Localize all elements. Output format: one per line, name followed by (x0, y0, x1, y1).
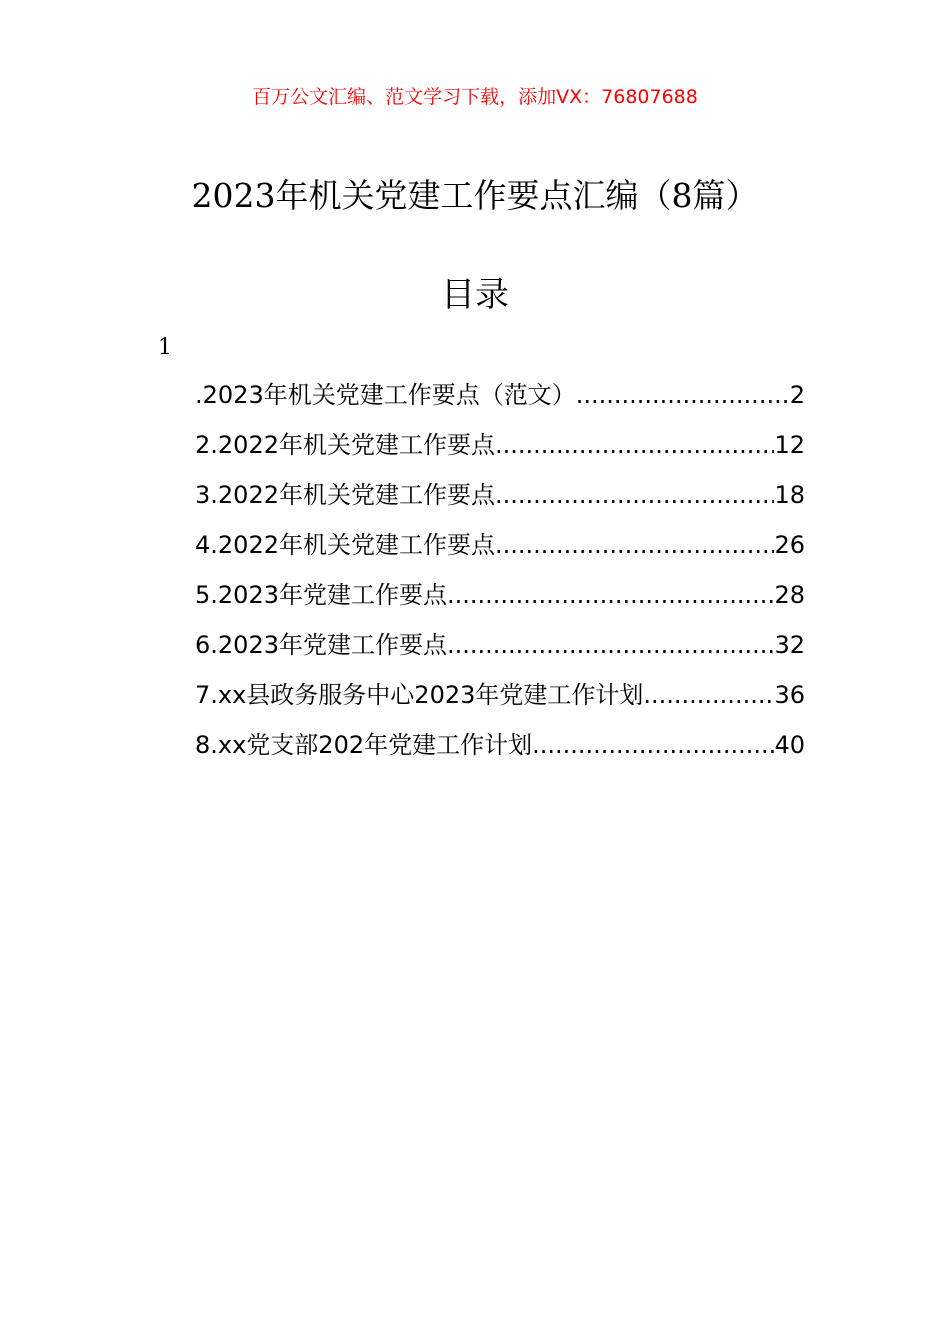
toc-entry[interactable] (195, 728, 805, 778)
toc-page-number: 32 (774, 631, 805, 659)
toc-entry-title: 7.xx县政务服务中心2023年党建工作计划 (195, 681, 644, 709)
toc-dot-leader (576, 378, 790, 412)
toc-entry-title: 2.2022年机关党建工作要点 (195, 431, 495, 459)
toc-page-number: 2 (789, 381, 805, 409)
toc-entry-title: 5.2023年党建工作要点 (195, 581, 447, 609)
toc-list-number: 1 (158, 335, 172, 360)
toc-entry-title: 4.2022年机关党建工作要点 (195, 531, 495, 559)
promo-banner: 百万公文汇编、范文学习下载，添加VX：76807688 (252, 86, 698, 108)
toc-page-number: 26 (774, 531, 805, 559)
toc-entry-title: 6.2023年党建工作要点 (195, 631, 447, 659)
toc-entry-title: 3.2022年机关党建工作要点 (195, 481, 495, 509)
toc-entry[interactable] (195, 678, 805, 728)
toc-dot-leader (495, 478, 774, 512)
toc-entry[interactable] (195, 428, 805, 478)
toc-page-number: 12 (774, 431, 805, 459)
toc-dot-leader (447, 578, 774, 612)
toc-page-number: 18 (774, 481, 805, 509)
toc-dot-leader (532, 728, 774, 762)
toc-entry-title: 8.xx党支部202年党建工作计划 (195, 731, 533, 759)
toc-entry[interactable] (195, 478, 805, 528)
toc-entry[interactable] (195, 578, 805, 628)
toc-dot-leader (447, 628, 774, 662)
toc-dot-leader (495, 528, 774, 562)
toc-entry-title: .2023年机关党建工作要点（范文） (195, 381, 576, 409)
toc-page-number: 28 (774, 581, 805, 609)
toc-dot-leader (643, 678, 774, 712)
toc-page-number: 36 (774, 681, 805, 709)
toc-entry[interactable] (195, 378, 805, 428)
toc-entry[interactable] (195, 628, 805, 678)
toc-heading: 目录 (441, 275, 509, 315)
toc-dot-leader (495, 428, 774, 462)
toc-page-number: 40 (774, 731, 805, 759)
document-title: 2023年机关党建工作要点汇编（8篇） (191, 176, 759, 215)
toc-entry[interactable] (195, 528, 805, 578)
table-of-contents (195, 378, 805, 778)
